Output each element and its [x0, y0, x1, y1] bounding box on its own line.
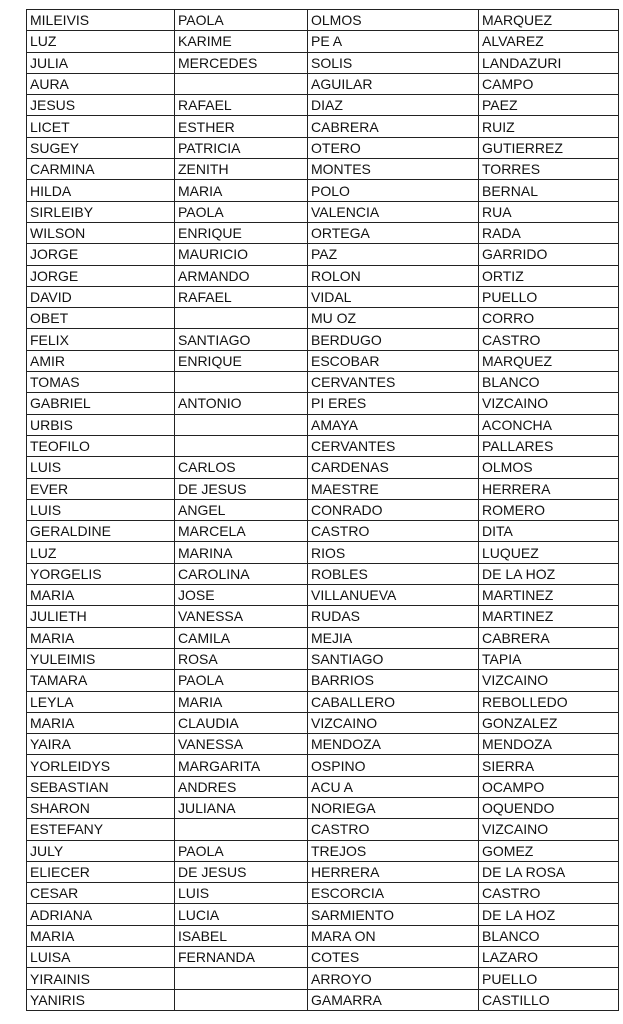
first-name-cell: JULIETH: [27, 606, 175, 627]
table-row: [27, 308, 619, 329]
second-surname-cell: LAZARO: [479, 947, 619, 968]
second-surname-cell: PALLARES: [479, 435, 619, 456]
second-surname-cell: MARQUEZ: [479, 10, 619, 31]
first-surname-cell: ROLON: [308, 265, 479, 286]
table-row: [27, 286, 619, 307]
table-row: [27, 989, 619, 1010]
second-name-cell: RAFAEL: [175, 286, 308, 307]
second-name-cell: ZENITH: [175, 159, 308, 180]
second-surname-cell: RUIZ: [479, 116, 619, 137]
second-name-cell: PAOLA: [175, 840, 308, 861]
second-surname-cell: DITA: [479, 521, 619, 542]
table-row: [27, 627, 619, 648]
first-name-cell: LUIS: [27, 457, 175, 478]
second-surname-cell: ORTIZ: [479, 265, 619, 286]
table-row: [27, 947, 619, 968]
second-name-cell: CLAUDIA: [175, 712, 308, 733]
first-name-cell: SEBASTIAN: [27, 776, 175, 797]
second-name-cell: ANGEL: [175, 499, 308, 520]
second-surname-cell: GARRIDO: [479, 244, 619, 265]
table-row: [27, 159, 619, 180]
first-surname-cell: HERRERA: [308, 861, 479, 882]
second-name-cell: CAMILA: [175, 627, 308, 648]
second-surname-cell: MENDOZA: [479, 734, 619, 755]
table-row: [27, 755, 619, 776]
table-row: [27, 180, 619, 201]
first-name-cell: LUIS: [27, 499, 175, 520]
second-name-cell: [175, 308, 308, 329]
first-surname-cell: TREJOS: [308, 840, 479, 861]
first-name-cell: YORLEIDYS: [27, 755, 175, 776]
table-row: [27, 797, 619, 818]
first-name-cell: MARIA: [27, 585, 175, 606]
second-surname-cell: MARTINEZ: [479, 585, 619, 606]
second-name-cell: LUCIA: [175, 904, 308, 925]
table-row: [27, 10, 619, 31]
second-name-cell: DE JESUS: [175, 478, 308, 499]
second-name-cell: [175, 73, 308, 94]
second-name-cell: ESTHER: [175, 116, 308, 137]
first-surname-cell: POLO: [308, 180, 479, 201]
first-name-cell: ELIECER: [27, 861, 175, 882]
table-row: [27, 372, 619, 393]
first-name-cell: GERALDINE: [27, 521, 175, 542]
first-name-cell: TAMARA: [27, 670, 175, 691]
second-surname-cell: OQUENDO: [479, 797, 619, 818]
first-surname-cell: NORIEGA: [308, 797, 479, 818]
table-row: [27, 393, 619, 414]
second-name-cell: MARGARITA: [175, 755, 308, 776]
table-row: [27, 691, 619, 712]
first-name-cell: YIRAINIS: [27, 968, 175, 989]
first-name-cell: JESUS: [27, 95, 175, 116]
second-surname-cell: GONZALEZ: [479, 712, 619, 733]
first-surname-cell: CABRERA: [308, 116, 479, 137]
first-name-cell: TEOFILO: [27, 435, 175, 456]
second-surname-cell: TORRES: [479, 159, 619, 180]
first-surname-cell: MENDOZA: [308, 734, 479, 755]
first-surname-cell: SOLIS: [308, 52, 479, 73]
first-surname-cell: PI ERES: [308, 393, 479, 414]
second-surname-cell: GOMEZ: [479, 840, 619, 861]
first-surname-cell: ESCORCIA: [308, 883, 479, 904]
second-surname-cell: CASTRO: [479, 883, 619, 904]
second-name-cell: MARIA: [175, 180, 308, 201]
table-row: [27, 414, 619, 435]
first-name-cell: WILSON: [27, 222, 175, 243]
second-name-cell: ENRIQUE: [175, 222, 308, 243]
second-surname-cell: RADA: [479, 222, 619, 243]
second-surname-cell: TAPIA: [479, 648, 619, 669]
table-row: [27, 521, 619, 542]
second-surname-cell: DE LA HOZ: [479, 563, 619, 584]
second-surname-cell: CAMPO: [479, 73, 619, 94]
table-row: [27, 563, 619, 584]
table-row: [27, 244, 619, 265]
second-surname-cell: VIZCAINO: [479, 670, 619, 691]
first-surname-cell: PE A: [308, 31, 479, 52]
second-surname-cell: DE LA ROSA: [479, 861, 619, 882]
first-name-cell: SIRLEIBY: [27, 201, 175, 222]
second-name-cell: SANTIAGO: [175, 329, 308, 350]
second-surname-cell: MARQUEZ: [479, 350, 619, 371]
first-name-cell: MARIA: [27, 627, 175, 648]
first-name-cell: MARIA: [27, 712, 175, 733]
first-name-cell: TOMAS: [27, 372, 175, 393]
second-surname-cell: ACONCHA: [479, 414, 619, 435]
first-surname-cell: OSPINO: [308, 755, 479, 776]
table-row: [27, 137, 619, 158]
first-surname-cell: MAESTRE: [308, 478, 479, 499]
first-surname-cell: RUDAS: [308, 606, 479, 627]
first-surname-cell: SARMIENTO: [308, 904, 479, 925]
second-name-cell: [175, 372, 308, 393]
first-surname-cell: VIDAL: [308, 286, 479, 307]
first-name-cell: OBET: [27, 308, 175, 329]
table-row: [27, 52, 619, 73]
table-row: [27, 585, 619, 606]
second-name-cell: JULIANA: [175, 797, 308, 818]
second-name-cell: [175, 435, 308, 456]
first-surname-cell: MU OZ: [308, 308, 479, 329]
first-surname-cell: MARA ON: [308, 925, 479, 946]
first-surname-cell: OTERO: [308, 137, 479, 158]
first-name-cell: CARMINA: [27, 159, 175, 180]
table-row: [27, 31, 619, 52]
second-name-cell: VANESSA: [175, 734, 308, 755]
second-name-cell: ANDRES: [175, 776, 308, 797]
first-name-cell: AMIR: [27, 350, 175, 371]
table-row: [27, 116, 619, 137]
second-name-cell: PAOLA: [175, 201, 308, 222]
first-name-cell: GABRIEL: [27, 393, 175, 414]
second-name-cell: ROSA: [175, 648, 308, 669]
second-name-cell: VANESSA: [175, 606, 308, 627]
first-surname-cell: ESCOBAR: [308, 350, 479, 371]
second-surname-cell: BERNAL: [479, 180, 619, 201]
table-row: [27, 606, 619, 627]
second-surname-cell: CABRERA: [479, 627, 619, 648]
first-name-cell: CESAR: [27, 883, 175, 904]
first-name-cell: DAVID: [27, 286, 175, 307]
table-row: [27, 819, 619, 840]
first-name-cell: JULIA: [27, 52, 175, 73]
first-name-cell: LICET: [27, 116, 175, 137]
table-row: [27, 840, 619, 861]
second-surname-cell: ROMERO: [479, 499, 619, 520]
table-row: [27, 201, 619, 222]
first-name-cell: ESTEFANY: [27, 819, 175, 840]
second-surname-cell: LUQUEZ: [479, 542, 619, 563]
first-surname-cell: CONRADO: [308, 499, 479, 520]
table-row: [27, 883, 619, 904]
first-surname-cell: RIOS: [308, 542, 479, 563]
second-name-cell: RAFAEL: [175, 95, 308, 116]
first-surname-cell: BARRIOS: [308, 670, 479, 691]
first-name-cell: JORGE: [27, 265, 175, 286]
second-name-cell: [175, 968, 308, 989]
table-row: [27, 478, 619, 499]
second-name-cell: PAOLA: [175, 10, 308, 31]
second-surname-cell: BLANCO: [479, 372, 619, 393]
first-surname-cell: CASTRO: [308, 521, 479, 542]
first-name-cell: FELIX: [27, 329, 175, 350]
second-surname-cell: LANDAZURI: [479, 52, 619, 73]
names-table: [26, 9, 619, 1011]
first-surname-cell: VALENCIA: [308, 201, 479, 222]
second-name-cell: ARMANDO: [175, 265, 308, 286]
table-row: [27, 712, 619, 733]
second-name-cell: KARIME: [175, 31, 308, 52]
second-name-cell: ANTONIO: [175, 393, 308, 414]
second-surname-cell: BLANCO: [479, 925, 619, 946]
table-row: [27, 222, 619, 243]
second-name-cell: FERNANDA: [175, 947, 308, 968]
second-surname-cell: VIZCAINO: [479, 393, 619, 414]
first-surname-cell: GAMARRA: [308, 989, 479, 1010]
first-surname-cell: CASTRO: [308, 819, 479, 840]
first-name-cell: MARIA: [27, 925, 175, 946]
table-row: [27, 648, 619, 669]
second-surname-cell: CASTILLO: [479, 989, 619, 1010]
first-surname-cell: ROBLES: [308, 563, 479, 584]
second-surname-cell: GUTIERREZ: [479, 137, 619, 158]
second-surname-cell: CASTRO: [479, 329, 619, 350]
first-surname-cell: SANTIAGO: [308, 648, 479, 669]
table-row: [27, 968, 619, 989]
table-row: [27, 499, 619, 520]
first-name-cell: LEYLA: [27, 691, 175, 712]
second-name-cell: MARIA: [175, 691, 308, 712]
first-surname-cell: CARDENAS: [308, 457, 479, 478]
second-surname-cell: OCAMPO: [479, 776, 619, 797]
first-surname-cell: AMAYA: [308, 414, 479, 435]
first-surname-cell: VIZCAINO: [308, 712, 479, 733]
first-surname-cell: CABALLERO: [308, 691, 479, 712]
second-name-cell: ISABEL: [175, 925, 308, 946]
first-name-cell: YORGELIS: [27, 563, 175, 584]
first-surname-cell: ARROYO: [308, 968, 479, 989]
second-surname-cell: CORRO: [479, 308, 619, 329]
first-name-cell: LUZ: [27, 31, 175, 52]
second-surname-cell: OLMOS: [479, 457, 619, 478]
first-surname-cell: VILLANUEVA: [308, 585, 479, 606]
first-surname-cell: DIAZ: [308, 95, 479, 116]
table-row: [27, 776, 619, 797]
first-surname-cell: COTES: [308, 947, 479, 968]
first-surname-cell: ACU A: [308, 776, 479, 797]
table-row: [27, 734, 619, 755]
names-table-body: [27, 10, 619, 1011]
second-name-cell: [175, 414, 308, 435]
second-name-cell: MARCELA: [175, 521, 308, 542]
first-surname-cell: PAZ: [308, 244, 479, 265]
table-row: [27, 73, 619, 94]
second-surname-cell: HERRERA: [479, 478, 619, 499]
first-surname-cell: MONTES: [308, 159, 479, 180]
table-row: [27, 904, 619, 925]
table-row: [27, 329, 619, 350]
second-surname-cell: RUA: [479, 201, 619, 222]
table-row: [27, 350, 619, 371]
table-row: [27, 925, 619, 946]
second-surname-cell: PUELLO: [479, 968, 619, 989]
second-name-cell: MAURICIO: [175, 244, 308, 265]
second-name-cell: MERCEDES: [175, 52, 308, 73]
second-name-cell: JOSE: [175, 585, 308, 606]
first-name-cell: YAIRA: [27, 734, 175, 755]
table-row: [27, 435, 619, 456]
first-name-cell: YANIRIS: [27, 989, 175, 1010]
second-name-cell: CARLOS: [175, 457, 308, 478]
first-surname-cell: BERDUGO: [308, 329, 479, 350]
second-surname-cell: ALVAREZ: [479, 31, 619, 52]
first-name-cell: SHARON: [27, 797, 175, 818]
table-row: [27, 542, 619, 563]
table-row: [27, 670, 619, 691]
second-name-cell: CAROLINA: [175, 563, 308, 584]
first-name-cell: YULEIMIS: [27, 648, 175, 669]
second-surname-cell: MARTINEZ: [479, 606, 619, 627]
first-surname-cell: OLMOS: [308, 10, 479, 31]
first-name-cell: EVER: [27, 478, 175, 499]
second-name-cell: [175, 989, 308, 1010]
first-surname-cell: MEJIA: [308, 627, 479, 648]
first-name-cell: MILEIVIS: [27, 10, 175, 31]
first-name-cell: URBIS: [27, 414, 175, 435]
second-name-cell: LUIS: [175, 883, 308, 904]
second-name-cell: ENRIQUE: [175, 350, 308, 371]
second-name-cell: PAOLA: [175, 670, 308, 691]
first-surname-cell: CERVANTES: [308, 435, 479, 456]
second-surname-cell: DE LA HOZ: [479, 904, 619, 925]
table-row: [27, 457, 619, 478]
table-row: [27, 95, 619, 116]
second-surname-cell: VIZCAINO: [479, 819, 619, 840]
first-name-cell: SUGEY: [27, 137, 175, 158]
first-name-cell: JULY: [27, 840, 175, 861]
table-row: [27, 265, 619, 286]
second-name-cell: DE JESUS: [175, 861, 308, 882]
first-name-cell: LUZ: [27, 542, 175, 563]
first-name-cell: AURA: [27, 73, 175, 94]
second-name-cell: [175, 819, 308, 840]
second-surname-cell: PUELLO: [479, 286, 619, 307]
first-name-cell: JORGE: [27, 244, 175, 265]
second-surname-cell: SIERRA: [479, 755, 619, 776]
first-surname-cell: AGUILAR: [308, 73, 479, 94]
first-name-cell: ADRIANA: [27, 904, 175, 925]
first-surname-cell: ORTEGA: [308, 222, 479, 243]
second-surname-cell: PAEZ: [479, 95, 619, 116]
first-name-cell: LUISA: [27, 947, 175, 968]
first-surname-cell: CERVANTES: [308, 372, 479, 393]
table-row: [27, 861, 619, 882]
second-surname-cell: REBOLLEDO: [479, 691, 619, 712]
first-name-cell: HILDA: [27, 180, 175, 201]
second-name-cell: PATRICIA: [175, 137, 308, 158]
second-name-cell: MARINA: [175, 542, 308, 563]
